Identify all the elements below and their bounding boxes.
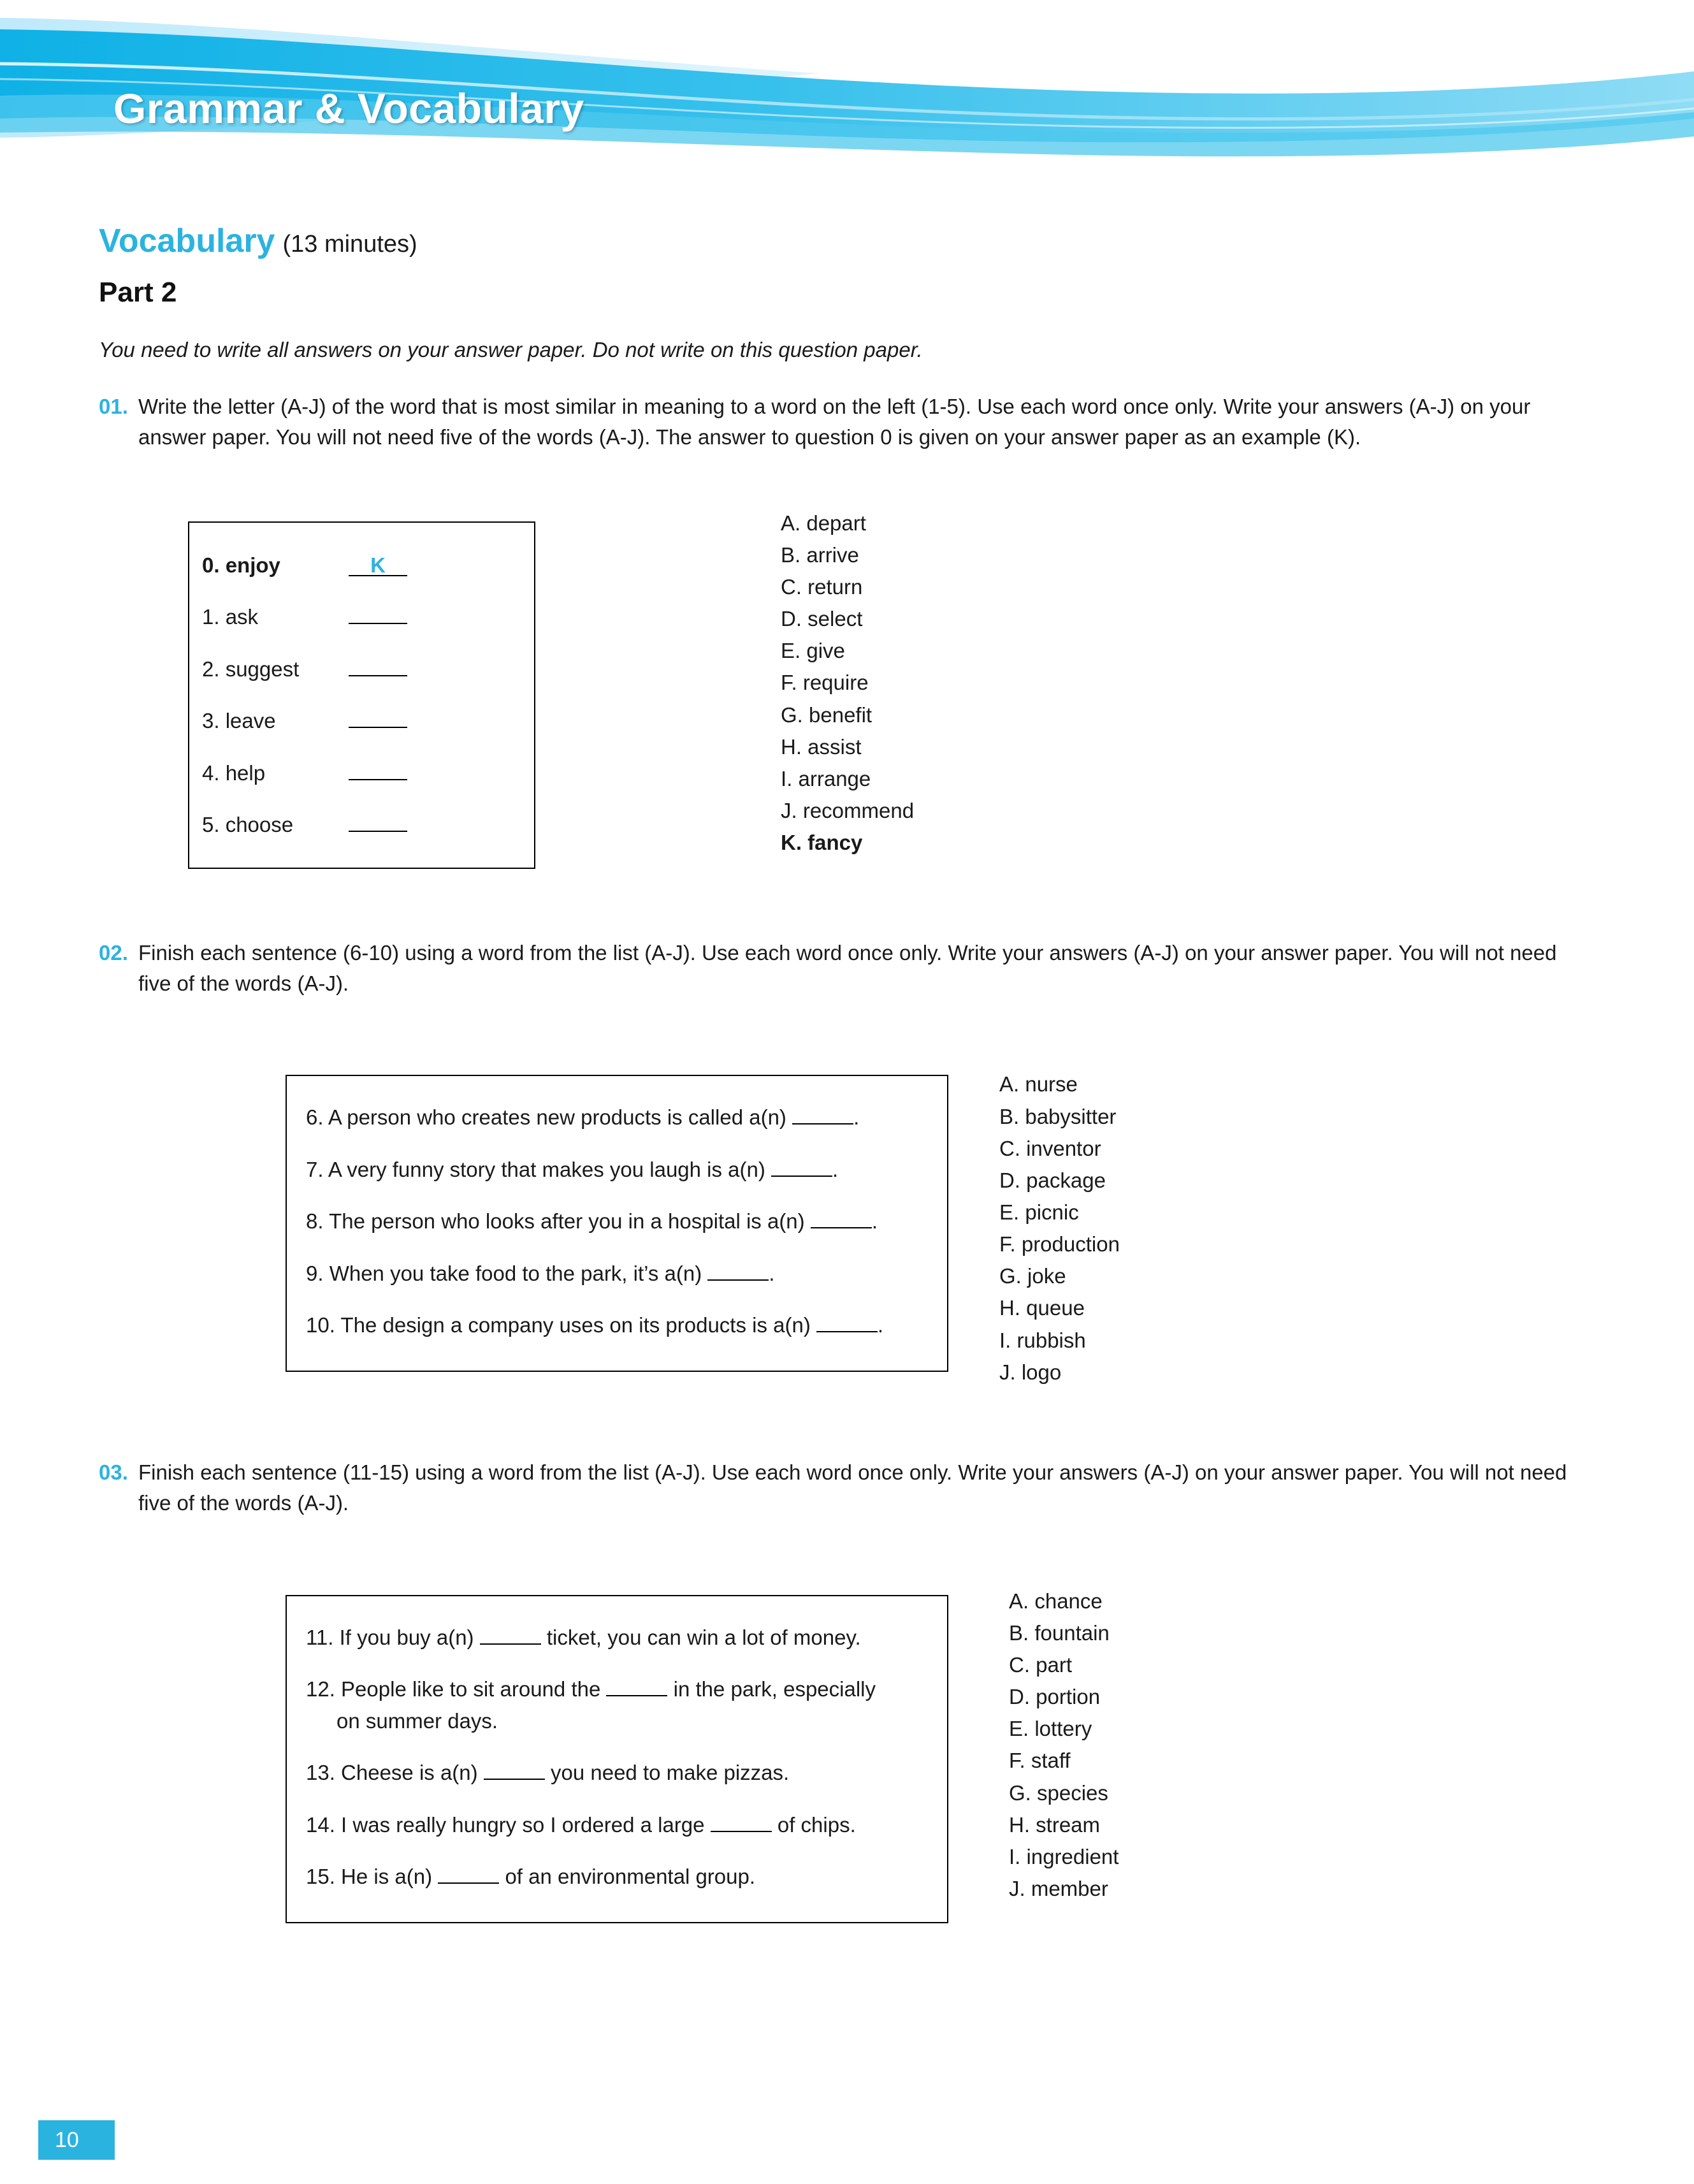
word-label: 3. leave: [202, 709, 276, 733]
exercise-03-text: Finish each sentence (11-15) using a word from the list (A-J). Use each word once only. Write your answers (A-J) on your answer paper. You will not need five of the words (A-J).: [138, 1460, 1567, 1515]
section-title: Vocabulary: [99, 222, 275, 259]
part-title: Part 2: [99, 277, 177, 308]
exercise-01-prompt: [99, 391, 1592, 453]
answer-blank[interactable]: [484, 1765, 545, 1780]
exercise-01-body: [99, 453, 1592, 869]
exercise-01-number: 01.: [99, 395, 128, 418]
list-item: [306, 1248, 928, 1300]
list-item: [306, 1851, 928, 1903]
exercise-01-options: [781, 507, 914, 859]
option-item: C. part: [1009, 1652, 1073, 1677]
option-item: B. arrive: [781, 542, 859, 567]
page-header-banner: [0, 0, 1694, 177]
option-item: E. lottery: [1009, 1717, 1092, 1741]
sentence-end: of chips.: [777, 1812, 856, 1837]
answer-blank[interactable]: [349, 708, 407, 728]
sentence-text: 12. People like to sit around the: [306, 1677, 601, 1701]
exercise-03-number: 03.: [99, 1460, 128, 1484]
option-item: D. package: [999, 1168, 1106, 1192]
answer-blank[interactable]: [480, 1629, 541, 1645]
word-label: 0. enjoy: [202, 553, 280, 577]
list-item: [189, 591, 534, 643]
sentence-end: of an environmental group.: [505, 1865, 756, 1889]
list-item: [306, 1799, 928, 1851]
option-item: F. production: [999, 1232, 1120, 1256]
list-item: [189, 799, 534, 851]
list-item: [306, 1747, 928, 1799]
sentence-end: .: [853, 1105, 860, 1130]
option-item: J. logo: [999, 1360, 1062, 1384]
exercise-02-body: [99, 998, 1592, 1388]
sentence-end: ticket, you can win a lot of money.: [546, 1625, 861, 1649]
option-item: A. depart: [781, 511, 866, 535]
page-content: [0, 177, 1694, 1923]
sentence-text: 15. He is a(n): [306, 1865, 433, 1889]
sentence-end: in the park, especially: [673, 1677, 876, 1701]
option-item: I. rubbish: [999, 1328, 1086, 1352]
option-item: I. ingredient: [1009, 1844, 1119, 1868]
list-item: [189, 643, 534, 695]
option-item: A. chance: [1009, 1589, 1103, 1613]
option-item-example: K. fancy: [781, 831, 863, 855]
sentence-end: you need to make pizzas.: [550, 1761, 790, 1785]
sentence-continuation: on summer days.: [337, 1708, 498, 1733]
exercise-01-word-box: [188, 521, 535, 869]
option-item: F. staff: [1009, 1749, 1071, 1773]
answer-blank[interactable]: [349, 812, 407, 832]
sentence-text: 10. The design a company uses on its products is a(n): [306, 1313, 811, 1337]
section-heading-row: [99, 177, 1592, 260]
option-item: H. assist: [781, 734, 862, 759]
exercise-03-body: [99, 1518, 1592, 1923]
option-item: E. give: [781, 639, 845, 663]
option-item: J. recommend: [781, 799, 915, 823]
option-item: F. require: [781, 671, 869, 695]
page-title: Grammar & Vocabulary: [113, 85, 584, 132]
option-item: E. picnic: [999, 1200, 1079, 1224]
list-item: [189, 695, 534, 747]
list-item: [306, 1663, 928, 1747]
option-item: I. arrange: [781, 766, 871, 790]
list-item: [189, 747, 534, 799]
general-instruction: You need to write all answers on your answer paper. Do not write on this question paper.: [99, 338, 923, 361]
option-item: H. stream: [1009, 1812, 1101, 1837]
answer-blank[interactable]: [606, 1681, 667, 1696]
sentence-text: 13. Cheese is a(n): [306, 1761, 478, 1785]
page-number-tab: [38, 2120, 115, 2160]
sentence-text: 6. A person who creates new products is called a(n): [306, 1105, 786, 1130]
answer-blank[interactable]: [811, 1213, 872, 1228]
answer-blank[interactable]: [771, 1161, 832, 1177]
answer-blank[interactable]: [816, 1317, 878, 1332]
option-item: G. joke: [999, 1264, 1066, 1288]
word-label: 1. ask: [202, 605, 259, 629]
option-item: D. select: [781, 607, 863, 631]
list-item: [306, 1091, 928, 1144]
answer-blank[interactable]: [349, 656, 407, 676]
word-label: 2. suggest: [202, 657, 300, 681]
sentence-end: .: [871, 1209, 878, 1234]
list-item: [306, 1144, 928, 1196]
exercise-01-text: Write the letter (A-J) of the word that is most similar in meaning to a word on the left (1-5). Use each word once only. Write your answers (A-J) on your answer paper. You will not need five of the words (A-J). The answer to question 0 is given on your answer paper as an example (K).: [138, 395, 1531, 449]
word-label: 4. help: [202, 761, 266, 785]
sentence-text: 7. A very funny story that makes you laugh is a(n): [306, 1157, 765, 1181]
exercise-03-prompt: [99, 1457, 1592, 1518]
sentence-end: .: [878, 1313, 884, 1337]
option-item: G. benefit: [781, 703, 872, 727]
sentence-text: 14. I was really hungry so I ordered a large: [306, 1812, 705, 1837]
sentence-text: 8. The person who looks after you in a hospital is a(n): [306, 1209, 805, 1234]
page-number: 10: [55, 2127, 79, 2152]
answer-blank[interactable]: [349, 760, 407, 780]
answer-blank[interactable]: [349, 604, 407, 624]
sentence-text: 9. When you take food to the park, it’s a(n): [306, 1261, 702, 1285]
list-item: [189, 539, 534, 592]
section-time: (13 minutes): [282, 231, 417, 258]
answer-blank[interactable]: [438, 1868, 499, 1884]
list-item: [306, 1612, 928, 1664]
exercise-02-prompt: [99, 938, 1592, 999]
list-item: [306, 1195, 928, 1248]
exercise-02-number: 02.: [99, 940, 128, 965]
exercise-02-options: [999, 1068, 1120, 1388]
exercise-03-options: [1009, 1585, 1118, 1905]
sentence-end: .: [832, 1157, 839, 1181]
answer-blank[interactable]: [711, 1817, 772, 1832]
answer-blank[interactable]: [707, 1265, 769, 1281]
answer-blank-example[interactable]: K: [349, 556, 407, 576]
option-item: G. species: [1009, 1780, 1108, 1805]
option-item: B. babysitter: [999, 1104, 1117, 1128]
option-item: J. member: [1009, 1877, 1108, 1901]
option-item: H. queue: [999, 1296, 1085, 1320]
exercise-02-text: Finish each sentence (6-10) using a word from the list (A-J). Use each word once only. Write your answers (A-J) on your answer paper. You will not need five of the words (A-J).: [138, 940, 1557, 995]
option-item: B. fountain: [1009, 1620, 1110, 1645]
list-item: [306, 1299, 928, 1351]
exercise-02-sentence-box: [286, 1075, 948, 1372]
exercise-03-sentence-box: [286, 1595, 948, 1923]
word-label: 5. choose: [202, 813, 294, 837]
sentence-text: 11. If you buy a(n): [306, 1625, 474, 1649]
option-item: D. portion: [1009, 1685, 1101, 1709]
sentence-end: .: [769, 1261, 775, 1285]
option-item: C. inventor: [999, 1136, 1101, 1160]
answer-blank[interactable]: [792, 1109, 853, 1125]
option-item: C. return: [781, 575, 863, 599]
option-item: A. nurse: [999, 1072, 1078, 1096]
